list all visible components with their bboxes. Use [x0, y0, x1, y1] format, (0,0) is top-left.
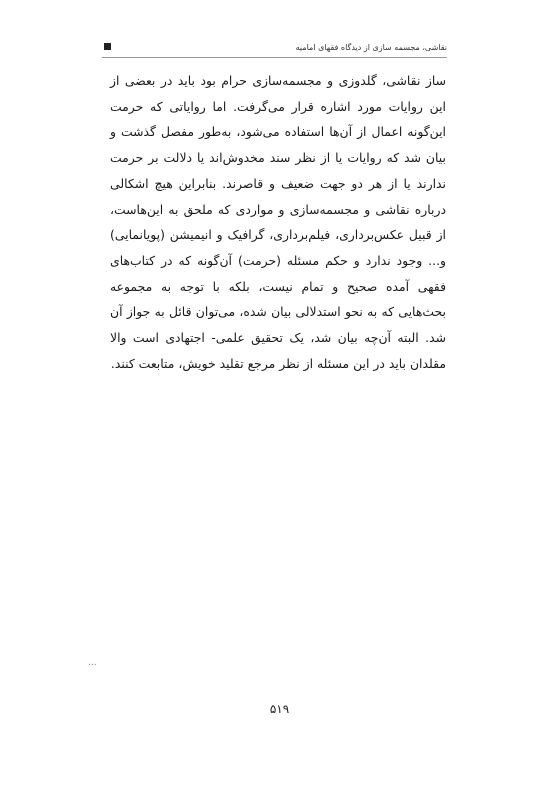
- running-header-title: نقاشی، مجسمه سازی از دیدگاه فقهای امامیه: [295, 43, 447, 52]
- header-divider: [102, 57, 447, 58]
- page-number: ۵۱۹: [269, 702, 290, 716]
- footnote-marker: ...: [88, 658, 97, 668]
- body-paragraph: ساز نقاشی، گلدوزی و مجسمه‌سازی حرام بود باید در بعضی از این روایات مورد اشاره قرار می‌گرفت. اما روایاتی که حرمت این‌گونه اعمال از آن‌ها استفاده می‌شود، به‌طور مفصل گذشت و بیان شد که روایات یا از نظر سند مخدوش‌اند یا دلالت بر حرمت ندارند یا از هر دو جهت ضعیف و قاصرند. بنابراین هیچ اشکالی درباره نقاشی و مجسمه‌سازی و مواردی که ملحق به این‌هاست، از قبیل عکس‌برداری، فیلم‌برداری، گرافیک و انیمیشن (پویانمایی) و... وجود ندارد و حکم مسئله (حرمت) آن‌گونه که در کتاب‌های فقهی آمده صحیح و تمام نیست، بلکه با توجه به مجموعه بحث‌هایی که به نحو استدلالی بیان شده، می‌توان قائل به جواز آن شد. البته آن‌چه بیان شد، یک تحقیق علمی- اجتهادی است والا مقلدان باید در این مسئله از نظر مرجع تقلید خویش، متابعت کنند.: [110, 73, 446, 371]
